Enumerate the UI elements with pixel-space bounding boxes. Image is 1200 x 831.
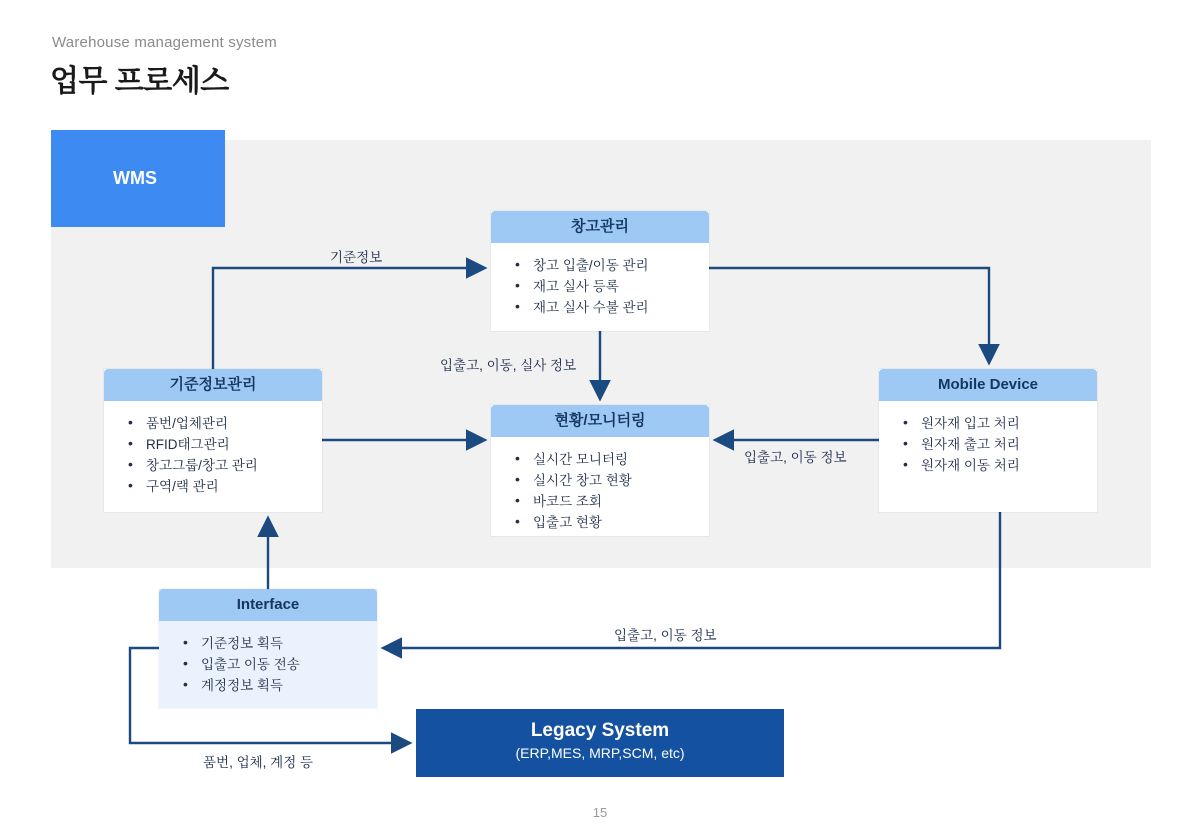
list-item: • 창고그룹/창고 관리 xyxy=(126,455,312,476)
list-item: • 실시간 창고 현황 xyxy=(513,470,699,491)
list-item: • RFID태그관리 xyxy=(126,434,312,455)
list-item: • 원자재 출고 처리 xyxy=(901,434,1087,455)
list-item: • 실시간 모니터링 xyxy=(513,449,699,470)
list-item: • 계정정보 획득 xyxy=(181,675,367,696)
list-item: • 원자재 입고 처리 xyxy=(901,413,1087,434)
card-monitor-title: 현황/모니터링 xyxy=(491,405,709,437)
list-item: • 입출고 이동 전송 xyxy=(181,654,367,675)
list-item: • 품번/업체관리 xyxy=(126,413,312,434)
edge-label-inout-move-survey: 입출고, 이동, 실사 정보 xyxy=(440,358,577,373)
wms-label: WMS xyxy=(113,168,157,188)
list-item: • 기준정보 획득 xyxy=(181,633,367,654)
card-warehouse-body xyxy=(491,243,709,328)
list-item: • 입출고 현황 xyxy=(513,512,699,533)
list-item: • 재고 실사 수불 관리 xyxy=(513,297,699,318)
card-mobile-body xyxy=(879,401,1097,486)
card-warehouse-title: 창고관리 xyxy=(491,211,709,243)
legacy-system-subtitle: (ERP,MES, MRP,SCM, etc) xyxy=(515,745,685,761)
list-item: • 원자재 이동 처리 xyxy=(901,455,1087,476)
card-master-data-management xyxy=(104,369,322,512)
wms-block xyxy=(51,130,225,227)
card-interface-title: Interface xyxy=(159,589,377,621)
card-status-monitoring xyxy=(491,405,709,536)
page-number: 15 xyxy=(592,805,608,820)
edge-label-base-info: 기준정보 xyxy=(330,250,383,265)
card-interface-body xyxy=(159,621,377,706)
card-master-body xyxy=(104,401,322,507)
card-mobile-device xyxy=(879,369,1097,512)
list-item: • 구역/랙 관리 xyxy=(126,476,312,497)
card-mobile-title: Mobile Device xyxy=(879,369,1097,401)
list-item: • 바코드 조회 xyxy=(513,491,699,512)
edge-label-item-vendor-account: 품번, 업체, 계정 등 xyxy=(203,755,314,770)
card-warehouse-management xyxy=(491,211,709,331)
edge-label-inout-move-2: 입출고, 이동 정보 xyxy=(614,628,717,643)
list-item: • 창고 입출/이동 관리 xyxy=(513,255,699,276)
legacy-system-title: Legacy System xyxy=(530,720,670,741)
card-monitor-body xyxy=(491,437,709,543)
header-eyebrow: Warehouse management system xyxy=(52,34,277,51)
card-interface xyxy=(159,589,377,708)
list-item: • 재고 실사 등록 xyxy=(513,276,699,297)
page-title: 업무 프로세스 xyxy=(50,65,229,98)
legacy-system-block xyxy=(416,709,784,777)
card-master-title: 기준정보관리 xyxy=(104,369,322,401)
edge-label-inout-move-1: 입출고, 이동 정보 xyxy=(744,450,847,465)
